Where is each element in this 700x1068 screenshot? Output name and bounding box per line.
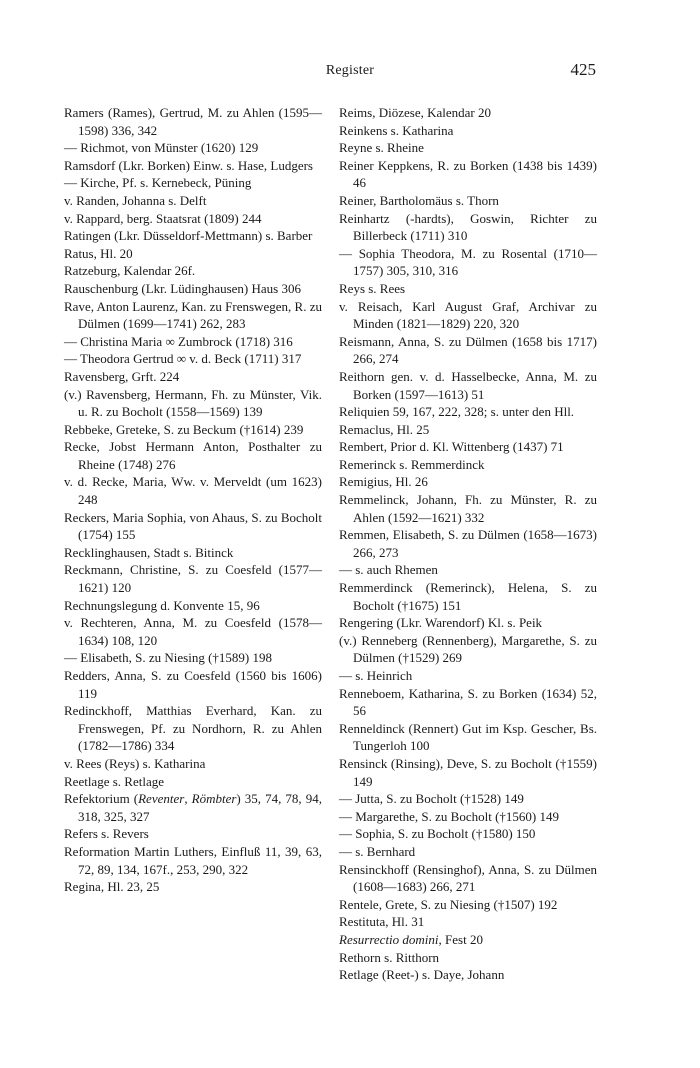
index-entry: — s. Bernhard	[339, 843, 416, 859]
index-entry: Reismann, Anna, S. zu Dülmen (1658 bis 1717) 266, 274	[339, 333, 597, 367]
index-entry: Reckers, Maria Sophia, von Ahaus, S. zu Bocholt (1754) 155	[64, 509, 322, 543]
index-entry: Renneldinck (Rennert) Gut im Ksp. Gescher, Bs. Tungerloh 100	[339, 720, 597, 754]
index-entry: — Sophia, S. zu Bocholt (†1580) 150	[339, 826, 536, 842]
index-entry: (v.) Renneberg (Rennenberg), Margarethe, S. zu Dülmen (†1529) 269	[339, 632, 597, 666]
entry-term-italic: Resurrectio domini	[339, 931, 439, 947]
index-entry: Reims, Diözese, Kalendar 20	[339, 105, 491, 120]
index-entry-resurrectio	[339, 931, 597, 949]
index-entry: Rengering (Lkr. Warendorf) Kl. s. Peik	[339, 615, 543, 631]
index-entry: Ramsdorf (Lkr. Borken) Einw. s. Hase, Ludgers	[64, 157, 313, 173]
index-entry: Recklinghausen, Stadt s. Bitinck	[64, 544, 234, 560]
index-entry: — s. auch Rhemen	[339, 562, 438, 578]
index-entry: v. Reisach, Karl August Graf, Archivar zu Minden (1821—1829) 220, 320	[339, 298, 597, 332]
index-entry: Ravensberg, Grft. 224	[64, 368, 180, 384]
index-entry: Reyne s. Rheine	[339, 140, 424, 156]
index-entry: Reformation Martin Luthers, Einfluß 11, 39, 63, 72, 89, 134, 167f., 253, 290, 322	[64, 843, 322, 877]
index-entry: Reliquien 59, 167, 222, 328; s. unter den Hll.	[339, 404, 575, 420]
index-entry: Rethorn s. Ritthorn	[339, 949, 440, 965]
index-entry: Rensinck (Rinsing), Deve, S. zu Bocholt (†1559) 149	[339, 755, 597, 789]
index-entry: v. Randen, Johanna s. Delft	[64, 192, 207, 208]
page-number: 425	[570, 60, 596, 79]
index-entry: Reckmann, Christine, S. zu Coesfeld (1577—1621) 120	[64, 562, 322, 596]
index-entry: — Margarethe, S. zu Bocholt (†1560) 149	[339, 808, 559, 824]
index-entry: Remmelinck, Johann, Fh. zu Münster, R. zu Ahlen (1592—1621) 332	[339, 492, 597, 525]
index-entry: Remmerdinck (Remerinck), Helena, S. zu Bocholt (†1675) 151	[339, 580, 597, 613]
index-entry: Rave, Anton Laurenz, Kan. zu Frenswegen, R. zu Dülmen (1699—1741) 262, 283	[64, 298, 322, 332]
index-entry: Rentele, Grete, S. zu Niesing (†1507) 192	[339, 896, 558, 912]
entry-text: ) 35, 74, 78, 94, 318, 325, 327	[78, 791, 322, 824]
index-entry: Refers s. Revers	[64, 826, 149, 842]
index-entry: Ratingen (Lkr. Düsseldorf-Mettmann) s. Barber	[64, 228, 313, 244]
index-entry: Restituta, Hl. 31	[339, 914, 425, 930]
index-entry: Remigius, Hl. 26	[339, 474, 428, 490]
index-entry: Reiner Keppkens, R. zu Borken (1438 bis 1439) 46	[339, 157, 597, 191]
index-entry: v. Rappard, berg. Staatsrat (1809) 244	[64, 210, 262, 226]
index-entry: v. Rechteren, Anna, M. zu Coesfeld (1578—1634) 108, 120	[64, 615, 322, 648]
index-entry: Regina, Hl. 23, 25	[64, 879, 160, 895]
index-entry: Rauschenburg (Lkr. Lüdinghausen) Haus 306	[64, 280, 301, 296]
right-column	[339, 104, 597, 984]
index-entry: Retlage (Reet-) s. Daye, Johann	[339, 967, 505, 983]
index-entry: — Richmot, von Münster (1620) 129	[64, 140, 259, 156]
index-entry: Rembert, Prior d. Kl. Wittenberg (1437) 71	[339, 439, 564, 455]
index-entry: Renneboem, Katharina, S. zu Borken (1634) 52, 56	[339, 685, 597, 719]
entry-term-italic: Reventer	[138, 791, 185, 807]
index-entry: Remerinck s. Remmerdinck	[339, 456, 485, 472]
index-entry: — Sophia Theodora, M. zu Rosental (1710—1757) 305, 310, 316	[339, 245, 597, 279]
index-entry: v. Rees (Reys) s. Katharina	[64, 755, 206, 771]
index-entry: — s. Heinrich	[339, 668, 413, 683]
index-entry: Rebbeke, Greteke, S. zu Beckum (†1614) 239	[64, 421, 304, 437]
index-entry: — Theodora Gertrud ∞ v. d. Beck (1711) 317	[64, 351, 302, 367]
index-entry: — Kirche, Pf. s. Kernebeck, Püning	[64, 175, 252, 191]
index-entry: Remaclus, Hl. 25	[339, 421, 430, 437]
index-entry: (v.) Ravensberg, Hermann, Fh. zu Münster, Vik. u. R. zu Bocholt (1558—1569) 139	[64, 386, 322, 420]
index-entry: Reithorn gen. v. d. Hasselbecke, Anna, M. zu Borken (1597—1613) 51	[339, 368, 597, 402]
index-entry: Rensinckhoff (Rensinghof), Anna, S. zu Dülmen (1608—1683) 266, 271	[339, 861, 597, 895]
entry-text: Refektorium (	[64, 791, 139, 807]
index-entry-refektorium	[64, 790, 322, 825]
index-entry: v. d. Recke, Maria, Ww. v. Merveldt (um 1623) 248	[64, 474, 322, 508]
entry-text: ,	[184, 791, 192, 807]
index-entry: Remmen, Elisabeth, S. zu Dülmen (1658—1673) 266, 273	[339, 527, 597, 560]
entry-text: , Fest 20	[438, 931, 483, 947]
index-entry: Reys s. Rees	[339, 280, 406, 296]
index-entry: Reiner, Bartholomäus s. Thorn	[339, 192, 499, 208]
running-header: Register	[325, 63, 375, 78]
index-entry: Reetlage s. Retlage	[64, 773, 164, 789]
index-entry: Reinkens s. Katharina	[339, 122, 454, 138]
index-entry: Redders, Anna, S. zu Coesfeld (1560 bis 1606) 119	[64, 668, 322, 701]
entry-term-italic: Römbter	[191, 791, 237, 807]
index-entry: — Christina Maria ∞ Zumbrock (1718) 316	[64, 333, 293, 349]
index-entry: Ramers (Rames), Gertrud, M. zu Ahlen (1595—1598) 336, 342	[64, 105, 322, 138]
index-entry: Ratzeburg, Kalendar 26f.	[64, 263, 196, 279]
left-column	[64, 104, 322, 896]
index-entry: — Elisabeth, S. zu Niesing (†1589) 198	[64, 650, 272, 666]
index-entry: Redinckhoff, Matthias Everhard, Kan. zu Frenswegen, Pf. zu Nordhorn, R. zu Ahlen (1782—1786) 334	[64, 703, 322, 754]
index-entry: Rechnungslegung d. Konvente 15, 96	[64, 597, 260, 613]
index-entry: — Jutta, S. zu Bocholt (†1528) 149	[339, 791, 524, 807]
index-entry: Reinhartz (-hardts), Goswin, Richter zu Billerbeck (1711) 310	[339, 210, 597, 244]
index-entry: Ratus, Hl. 20	[64, 245, 133, 261]
index-entry: Recke, Jobst Hermann Anton, Posthalter zu Rheine (1748) 276	[64, 439, 322, 472]
